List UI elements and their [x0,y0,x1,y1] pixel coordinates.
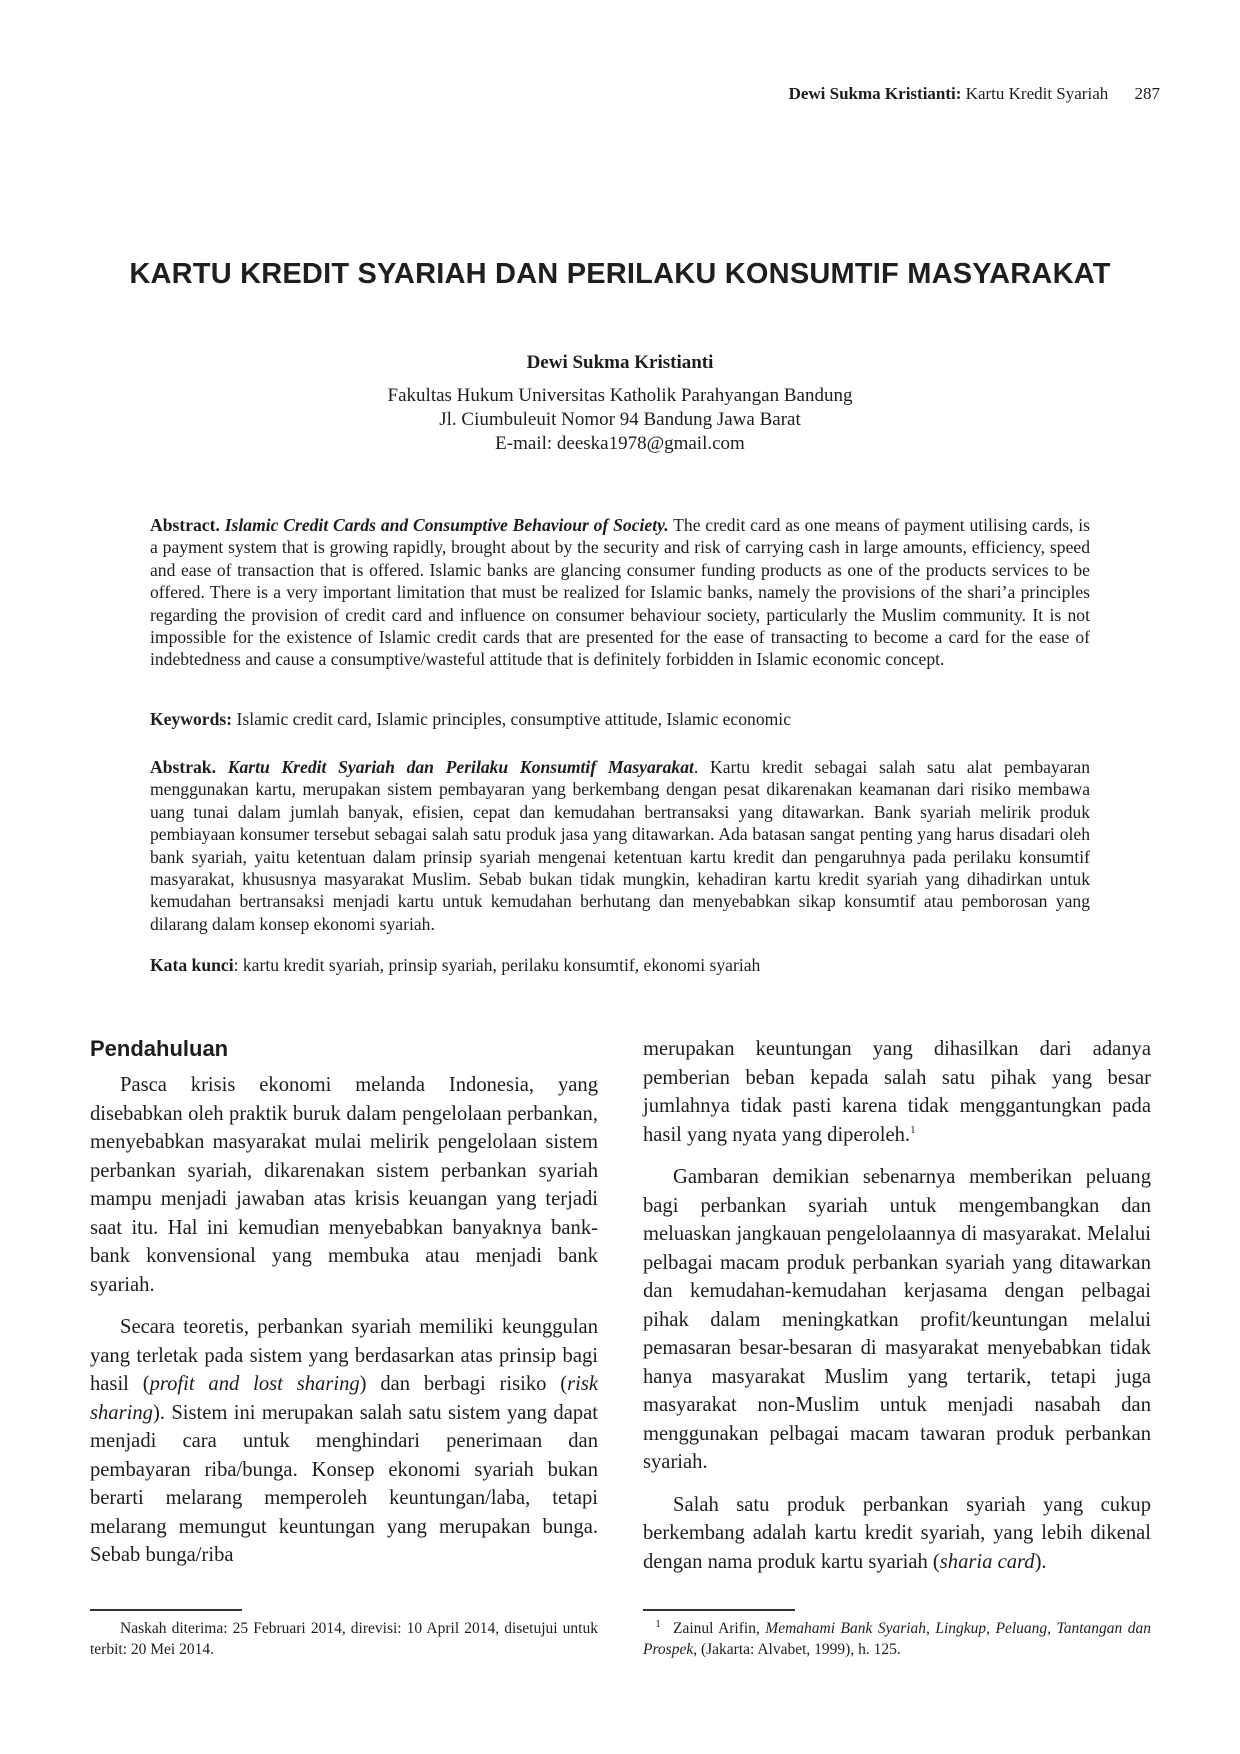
abstract-label: Abstract. [150,515,220,535]
footnote-rule-left [90,1609,242,1611]
abstract-title: Islamic Credit Cards and Consumptive Behaviour of Society. [224,515,669,535]
paragraph: merupakan keuntungan yang dihasilkan dari adanya pemberian beban kepada salah satu pihak yang besar jumlahnya tidak pasti karena tidak menggantungkan pada hasil yang nyata yang diperoleh.$^1$ [643,1038,1151,1146]
footnote-left: Naskah diterima: 25 Februari 2014, direvisi: 10 April 2014, disetujui untuk terbit: 20 Mei 2014. [90,1620,598,1658]
footnote-ref: 1 [910,1123,916,1136]
footnote-right: $^1$ Zainul Arifin, Memahami Bank Syariah, Lingkup, Peluang, Tantangan dan Prospek, (Jakarta: Alvabet, 1999), h. 125. [643,1617,1151,1658]
affiliation-address: Jl. Ciumbuleuit Nomor 94 Bandung Jawa Barat [439,409,801,430]
kata-kunci-text: : kartu kredit syariah, prinsip syariah, perilaku konsumtif, ekonomi syariah [233,955,761,975]
affiliation-email: E-mail: deeska1978@gmail.com [495,433,745,454]
page-number: 287 [1134,84,1160,103]
header-running-title: Kartu Kredit Syariah [965,84,1109,103]
affiliation [0,384,1240,456]
running-header [789,84,1160,104]
author-name: Dewi Sukma Kristianti [526,352,714,373]
kata-kunci-label: Kata kunci [150,955,234,975]
header-author: Dewi Sukma Kristianti: [788,84,962,103]
keywords-text: Islamic credit card, Islamic principles, consumptive attitude, Islamic economic [236,709,792,729]
keywords-indonesian [150,954,1090,976]
abstrak-title: Kartu Kredit Syariah dan Perilaku Konsumtif Masyarakat [227,757,694,777]
keywords-english [150,708,1090,730]
paragraph: Gambaran demikian sebenarnya memberikan peluang bagi perbankan syariah untuk mengembangkan dan meluaskan jangkauan pengelolaannya di masyarakat. Melalui pelbagai macam produk perbankan syariah yang ditawarkan dan kemudahan-kemudahan kerjasama dengan pelbagai pihak dalam meningkatkan profit/keuntungan melalui pemasaran besar-besaran di masyarakat menyebabkan tidak hanya masyarakat Muslim yang tertarik, tetapi juga masyarakat non-Muslim untuk menjadi nasabah dan menggunakan pelbagai macam tawaran produk perbankan syariah. [643,1166,1151,1473]
affiliation-institution: Fakultas Hukum Universitas Katholik Parahyangan Bandung [387,385,853,406]
footnote-number: 1 [655,1617,661,1630]
keywords-label: Keywords: [150,709,233,729]
body-column-left [90,1071,598,1570]
article-title: KARTU KREDIT SYARIAH DAN PERILAKU KONSUMTIF MASYARAKAT [129,258,1111,290]
abstract-body: The credit card as one means of payment utilising cards, is a payment system that is growing rapidly, brought about by the security and risk of carrying cash in large amounts, efficiency, speed and ease of transaction that is offered. Islamic banks are glancing consumer funding products as one of the products services to be offered. There is a very important limitation that must be realized for Islamic banks, namely the provisions of the shari’a principles regarding the provision of credit card and influence on consumer behaviour society, particularly the Muslim community. It is not impossible for the existence of Islamic credit cards that are presented for the ease of transacting to become a card for the ease of indebtedness and cause a consumptive/wasteful attitude that is definitely forbidden in Islamic economic concept. [150,515,1090,670]
abstrak-label: Abstrak. [150,757,216,777]
paragraph: Secara teoretis, perbankan syariah memiliki keunggulan yang terletak pada sistem yang berdasarkan atas prinsip bagi hasil (profit and lost sharing) dan berbagi risiko (risk sharing). Sistem ini merupakan salah satu sistem yang dapat menjadi cara untuk menghindari penerimaan dan pembayaran riba/bunga. Konsep ekonomi syariah bukan berarti melarang memperoleh keuntungan/laba, tetapi melarang memungut keuntungan yang merupakan bunga. Sebab bunga/riba [90,1316,598,1566]
abstract-english [150,514,1090,671]
body-column-right [643,1035,1151,1576]
abstrak-body: Kartu kredit sebagai salah satu alat pembayaran menggunakan kartu, merupakan sistem pembayaran yang berkembang dengan pesat dikarenakan keamanan dari risiko membawa uang tunai dalam jumlah banyak, efisien, cepat dan kemudahan bertransaksi yang ditawarkan. Bank syariah melirik produk pembiayaan konsumer tersebut sebagai salah satu produk jasa yang ditawarkan. Ada batasan sangat penting yang harus disadari oleh bank syariah, yaitu ketentuan dalam prinsip syariah mengenai ketentuan kartu kredit dan pengaruhnya pada perilaku konsumtif masyarakat, khususnya masyarakat Muslim. Sebab bukan tidak mungkin, kehadiran kartu kredit syariah yang dihadirkan untuk kemudahan bertransaksi menjadi kartu untuk kemudahan berhutang dan menyebabkan sikap konsumtif atau pemborosan yang dilarang dalam konsep ekonomi syariah. [150,757,1090,934]
paragraph: Pasca krisis ekonomi melanda Indonesia, yang disebabkan oleh praktik buruk dalam pengelolaan perbankan, menyebabkan masyarakat mulai melirik pengelolaan sistem perbankan syariah, dikarenakan sistem perbankan syariah mampu menjadi jawaban atas krisis keuangan yang terjadi saat itu. Hal ini kemudian menyebabkan banyaknya bank-bank konvensional yang membuka atau menjadi bank syariah. [90,1074,598,1296]
paragraph: Salah satu produk perbankan syariah yang cukup berkembang adalah kartu kredit syariah, yang lebih dikenal dengan nama produk kartu syariah (sharia card). [643,1493,1151,1573]
footnote-rule-right [643,1609,795,1611]
abstract-indonesian: Abstrak. Kartu Kredit Syariah dan Perilaku Konsumtif Masyarakat. Kartu kredit sebagai salah satu alat pembayaran menggunakan kartu, merupakan sistem pembayaran yang berkembang dengan pesat dikarenakan keamanan dari risiko membawa uang tunai dalam jumlah banyak, efisien, cepat dan kemudahan bertransaksi yang ditawarkan. Bank syariah melirik produk pembiayaan konsumer tersebut sebagai salah satu produk jasa yang ditawarkan. Ada batasan sangat penting yang harus disadari oleh bank syariah, yaitu ketentuan dalam prinsip syariah mengenai ketentuan kartu kredit dan pengaruhnya pada perilaku konsumtif masyarakat, khususnya masyarakat Muslim. Sebab bukan tidak mungkin, kehadiran kartu kredit syariah yang dihadirkan untuk kemudahan bertransaksi menjadi kartu untuk kemudahan berhutang dan menyebabkan sikap konsumtif atau pemborosan yang dilarang dalam konsep ekonomi syariah. [150,757,1090,934]
section-heading: Pendahuluan [90,1036,229,1061]
